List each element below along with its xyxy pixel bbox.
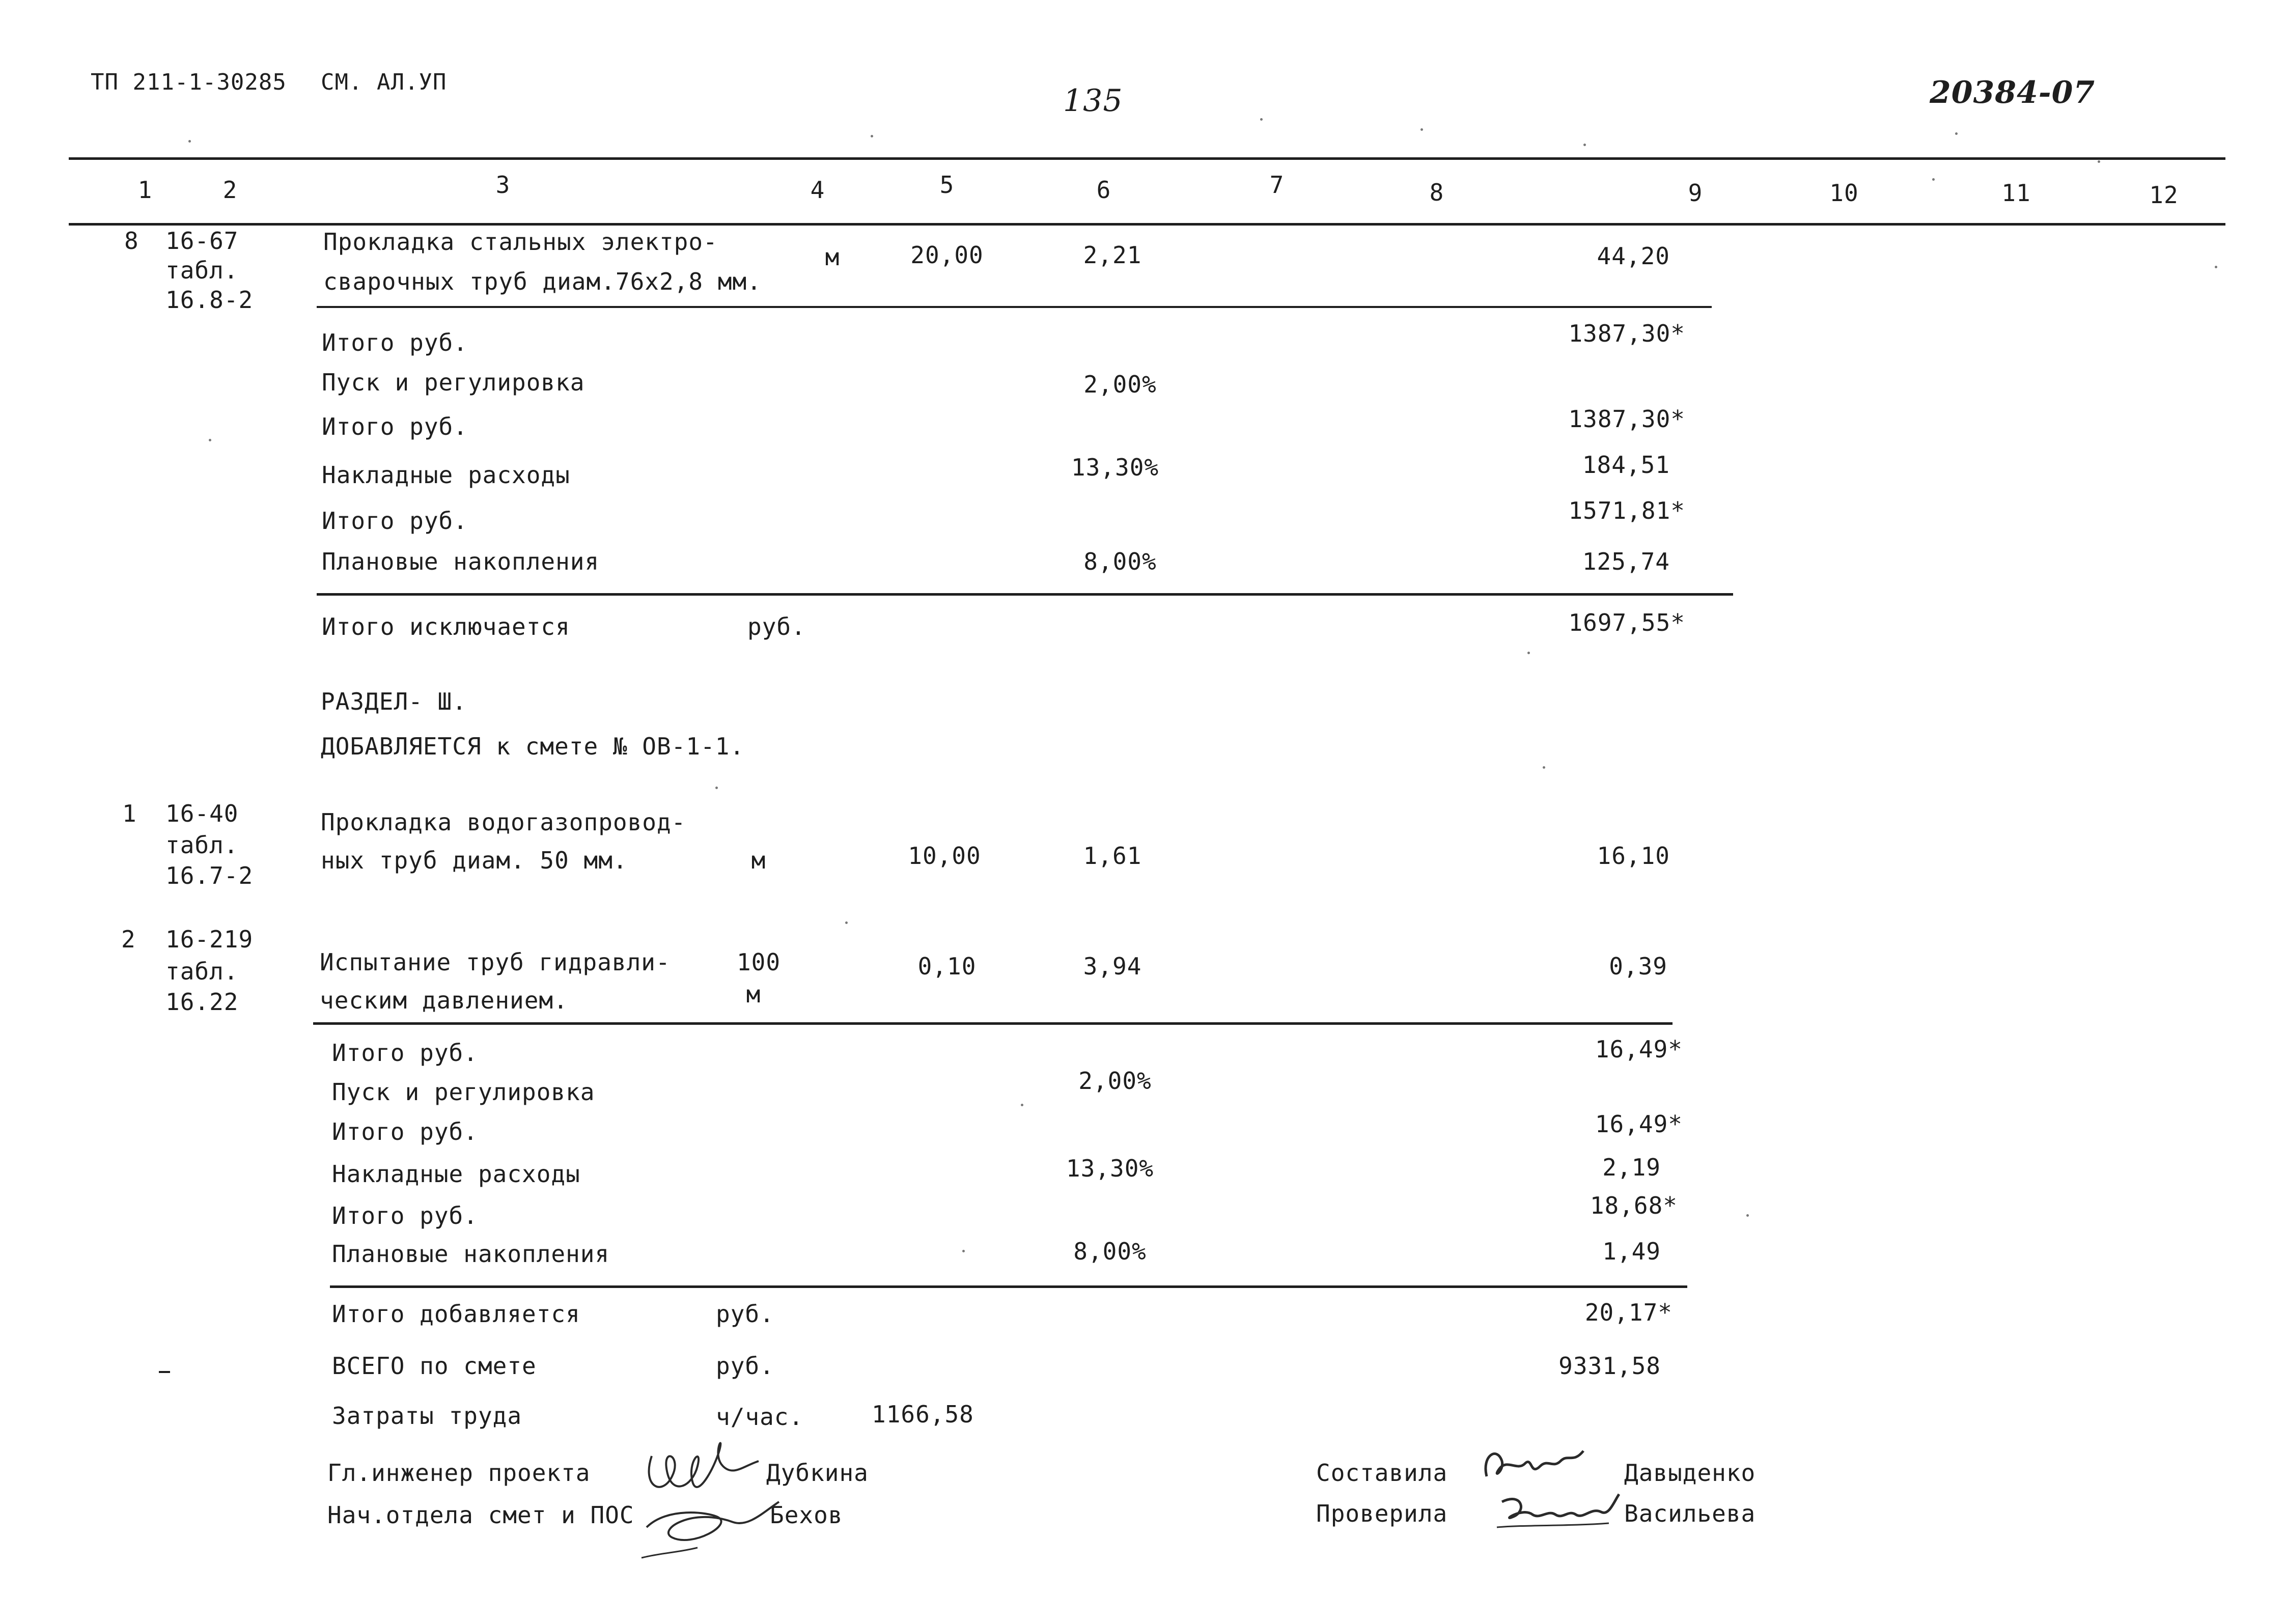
row-rule (317, 306, 1712, 308)
column-number: 9 (1688, 179, 1703, 207)
total-value: 20,17* (1584, 1299, 1673, 1326)
page-number: 135 (1063, 83, 1123, 119)
rate-code: 16.7-2 (165, 862, 254, 889)
unit: м (825, 243, 840, 271)
summary-percent: 2,00% (1078, 1067, 1152, 1095)
summary-value: 18,68* (1590, 1192, 1678, 1219)
total-value: 1697,55* (1568, 609, 1685, 636)
total-cost: 16,10 (1597, 842, 1670, 870)
signatory-title: Гл.инженер проекта (327, 1459, 591, 1487)
scan-speck (1583, 144, 1586, 146)
summary-label: Итого руб. (332, 1118, 478, 1145)
signatory-title: Проверила (1316, 1500, 1448, 1527)
summary-label: Накладные расходы (332, 1160, 580, 1188)
summary-value: 1387,30* (1568, 405, 1685, 433)
column-number: 2 (222, 176, 238, 204)
signatory-title: Составила (1316, 1459, 1448, 1487)
summary-label: Итого руб. (322, 329, 468, 356)
row-number: 8 (124, 227, 139, 255)
summary-label: Пуск и регулировка (322, 369, 585, 396)
scan-speck (845, 921, 848, 924)
summary-percent: 13,30% (1071, 454, 1159, 481)
section-title: РАЗДЕЛ- Ш. (321, 688, 467, 715)
rate-code: табл. (165, 831, 239, 859)
scan-speck (1420, 128, 1423, 131)
quantity: 10,00 (908, 842, 981, 870)
unit: м (751, 847, 766, 874)
signatory-name: Бехов (770, 1501, 843, 1529)
work-description: Прокладка стальных электро- (323, 228, 718, 256)
summary-value: 1571,81* (1568, 497, 1685, 524)
rate-code: 16.8-2 (165, 286, 254, 314)
signatory-title: Нач.отдела смет и ПОС (327, 1501, 634, 1529)
labor-label: Затраты труда (332, 1402, 522, 1430)
table-top-rule (69, 157, 2225, 160)
quantity: 0,10 (917, 953, 977, 980)
column-number: 8 (1429, 179, 1444, 206)
summary-label: Итого руб. (322, 413, 468, 440)
summary-percent: 13,30% (1066, 1155, 1154, 1182)
column-number: 10 (1829, 179, 1859, 207)
row-number: 2 (121, 926, 136, 953)
work-description: ческим давлением. (320, 987, 568, 1014)
labor-unit: ч/час. (716, 1403, 804, 1431)
scan-speck (1021, 1104, 1023, 1106)
summary-value: 125,74 (1582, 548, 1670, 575)
column-header-bottom-rule (69, 223, 2225, 226)
handwritten-signature-image (1492, 1487, 1624, 1532)
grand-total-unit: руб. (716, 1352, 774, 1380)
total-label: Итого исключается (322, 613, 570, 640)
row-rule (313, 1022, 1673, 1025)
section-subtitle: ДОБАВЛЯЕТСЯ к смете № ОВ-1-1. (321, 733, 745, 760)
rate-code: табл. (165, 257, 239, 284)
scan-speck (2215, 266, 2217, 268)
unit-price: 2,21 (1083, 241, 1142, 269)
scan-speck (962, 1250, 965, 1252)
column-number: 3 (495, 171, 511, 199)
document-code: ТП 211-1-30285 (91, 69, 287, 95)
labor-value: 1166,58 (872, 1401, 974, 1428)
total-cost: 44,20 (1597, 242, 1670, 270)
rate-code: 16-219 (165, 926, 254, 953)
scan-speck (159, 1371, 170, 1373)
signatory-name: Дубкина (766, 1459, 869, 1487)
column-number: 4 (810, 176, 825, 204)
summary-value: 16,49* (1595, 1110, 1683, 1138)
summary-label: Плановые накопления (322, 548, 600, 575)
summary-rule (317, 593, 1733, 596)
rate-code: 16-40 (165, 800, 239, 827)
scan-speck (209, 439, 211, 441)
summary-value: 1,49 (1602, 1238, 1661, 1265)
column-number: 12 (2149, 181, 2179, 209)
summary-value: 1387,30* (1568, 320, 1685, 347)
scan-speck (871, 135, 873, 137)
total-unit: руб. (747, 613, 806, 640)
summary-percent: 2,00% (1083, 371, 1157, 398)
rate-code: 16-67 (165, 227, 239, 255)
summary-value: 184,51 (1582, 451, 1670, 479)
column-number: 11 (2001, 179, 2031, 207)
scan-speck (1932, 178, 1935, 181)
column-number: 7 (1269, 171, 1285, 199)
signatory-name: Давыденко (1624, 1459, 1756, 1487)
archive-number: 20384-07 (1930, 75, 2096, 110)
rate-code: табл. (165, 958, 239, 985)
quantity: 20,00 (910, 241, 984, 269)
rate-code: 16.22 (165, 988, 239, 1016)
sheet-reference: СМ. АЛ.УП (321, 69, 447, 95)
signatory-name: Васильева (1624, 1500, 1756, 1527)
total-cost: 0,39 (1609, 953, 1667, 980)
unit-price: 3,94 (1083, 953, 1142, 980)
handwritten-signature-image (631, 1425, 784, 1563)
summary-value: 16,49* (1595, 1035, 1683, 1063)
handwritten-signature-image (1476, 1441, 1594, 1487)
unit: 100 (736, 948, 781, 976)
work-description: сварочных труб диам.76х2,8 мм. (323, 268, 762, 295)
unit: м (746, 981, 761, 1008)
scan-speck (2098, 160, 2100, 163)
summary-percent: 8,00% (1083, 548, 1157, 575)
total-unit: руб. (716, 1300, 774, 1328)
summary-label: Итого руб. (322, 507, 468, 535)
row-number: 1 (122, 800, 137, 827)
column-number: 6 (1096, 176, 1111, 204)
column-number: 1 (137, 176, 153, 204)
summary-label: Накладные расходы (322, 461, 570, 489)
work-description: Прокладка водогазопровод- (321, 808, 686, 836)
total-label: Итого добавляется (332, 1300, 580, 1328)
summary-label: Плановые накопления (332, 1240, 610, 1268)
summary-percent: 8,00% (1073, 1238, 1147, 1265)
grand-total-value: 9331,58 (1558, 1352, 1661, 1380)
scan-speck (188, 140, 191, 143)
scan-speck (715, 787, 718, 789)
scan-speck (1527, 652, 1530, 654)
unit-price: 1,61 (1083, 842, 1142, 870)
column-number: 5 (939, 171, 955, 199)
summary-label: Итого руб. (332, 1039, 478, 1067)
summary-value: 2,19 (1602, 1154, 1661, 1181)
work-description: ных труб диам. 50 мм. (321, 847, 628, 874)
summary-rule (330, 1285, 1687, 1288)
scan-speck (1746, 1214, 1749, 1217)
scan-speck (1543, 766, 1545, 769)
scan-speck (1955, 132, 1958, 135)
scan-speck (1260, 118, 1263, 121)
summary-label: Пуск и регулировка (332, 1078, 595, 1106)
grand-total-label: ВСЕГО по смете (332, 1352, 537, 1380)
work-description: Испытание труб гидравли- (320, 948, 671, 976)
summary-label: Итого руб. (332, 1202, 478, 1229)
